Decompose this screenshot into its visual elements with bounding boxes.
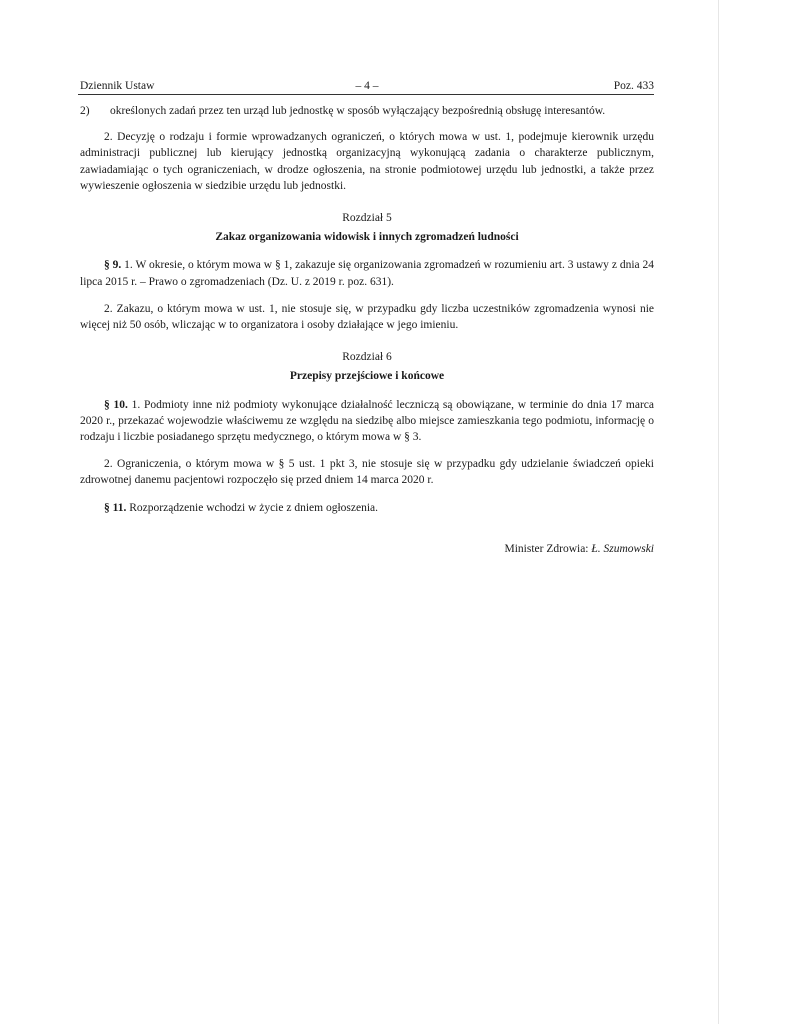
paragraph-decision: 2. Decyzję o rodzaju i formie wprowadzanych ograniczeń, o których mowa w ust. 1, podejmuje kierownik urzędu administracji publicznej lub kierujący jednostką organizacyjną wykonującą zadania o charakterze publicznym, zawiadamiając o tych ograniczeniach, w drodze ogłoszenia, na stronie podmiotowej urzędu lub jednostki, a także przez wywieszenie ogłoszenia w siedzibie urzędu lub jednostki. [80, 131, 654, 192]
signature [80, 541, 654, 557]
section-9-paragraph-1 [80, 257, 654, 289]
signature-name: Ł. Szumowski [591, 542, 654, 555]
page-number: – 4 – [355, 80, 379, 92]
section-9-text: 1. W okresie, o którym mowa w § 1, zakazuje się organizowania zgromadzeń w rozumieniu art. 3 ustawy z dnia 24 lipca 2015 r. – Prawo o zgromadzeniach (Dz. U. z 2019 r. poz. 631). [80, 259, 655, 288]
page-header [80, 80, 654, 98]
section-10-paragraph-1 [80, 397, 654, 446]
document-body [80, 103, 654, 557]
section-9-sign: § 9. [104, 259, 122, 272]
chapter-6-title: Przepisy przejściowe i końcowe [289, 370, 445, 383]
list-item-text: określonych zadań przez ten urząd lub jednostkę w sposób wyłączający bezpośrednią obsługę interesantów. [110, 105, 606, 117]
list-item-number: 2) [80, 105, 90, 117]
chapter-5-title: Zakaz organizowania widowisk i innych zgromadzeń ludności [215, 231, 519, 244]
chapter-5-label: Rozdział 5 [342, 212, 392, 225]
section-11-sign: § 11. [104, 501, 127, 514]
position-number: Poz. 433 [613, 80, 654, 92]
section-9-paragraph-2: 2. Zakazu, o którym mowa w ust. 1, nie stosuje się, w przypadku gdy liczba uczestników zgromadzenia wynosi nie więcej niż 50 osób, wliczając w to organizatora i osoby działające w jego imieniu. [80, 302, 654, 332]
section-11-text: Rozporządzenie wchodzi w życie z dniem ogłoszenia. [126, 501, 378, 514]
section-10-sign: § 10. [104, 398, 128, 411]
section-10-paragraph-2: 2. Ograniczenia, o którym mowa w § 5 ust. 1 pkt 3, nie stosuje się w przypadku gdy udzielanie świadczeń opieki zdrowotnej danemu pacjentowi rozpoczęło się przed dniem 14 marca 2020 r. [80, 458, 654, 487]
chapter-6-label: Rozdział 6 [342, 351, 392, 364]
scan-edge-line [718, 0, 719, 1024]
section-10-text: 1. Podmioty inne niż podmioty wykonujące działalność leczniczą są obowiązane, w terminie do dnia 17 marca 2020 r., przekazać wojewodzie właściwemu ze względu na siedzibę albo miejsce zamieszkania tego podmiotu, informację o rodzaju i liczbie posiadanego sprzętu medycznego, o którym mowa w § 3. [80, 398, 654, 444]
section-11-paragraph [80, 500, 654, 516]
header-rule [78, 94, 654, 95]
list-item [80, 103, 654, 119]
signature-role: Minister Zdrowia: [504, 542, 592, 555]
journal-name: Dziennik Ustaw [80, 80, 155, 92]
